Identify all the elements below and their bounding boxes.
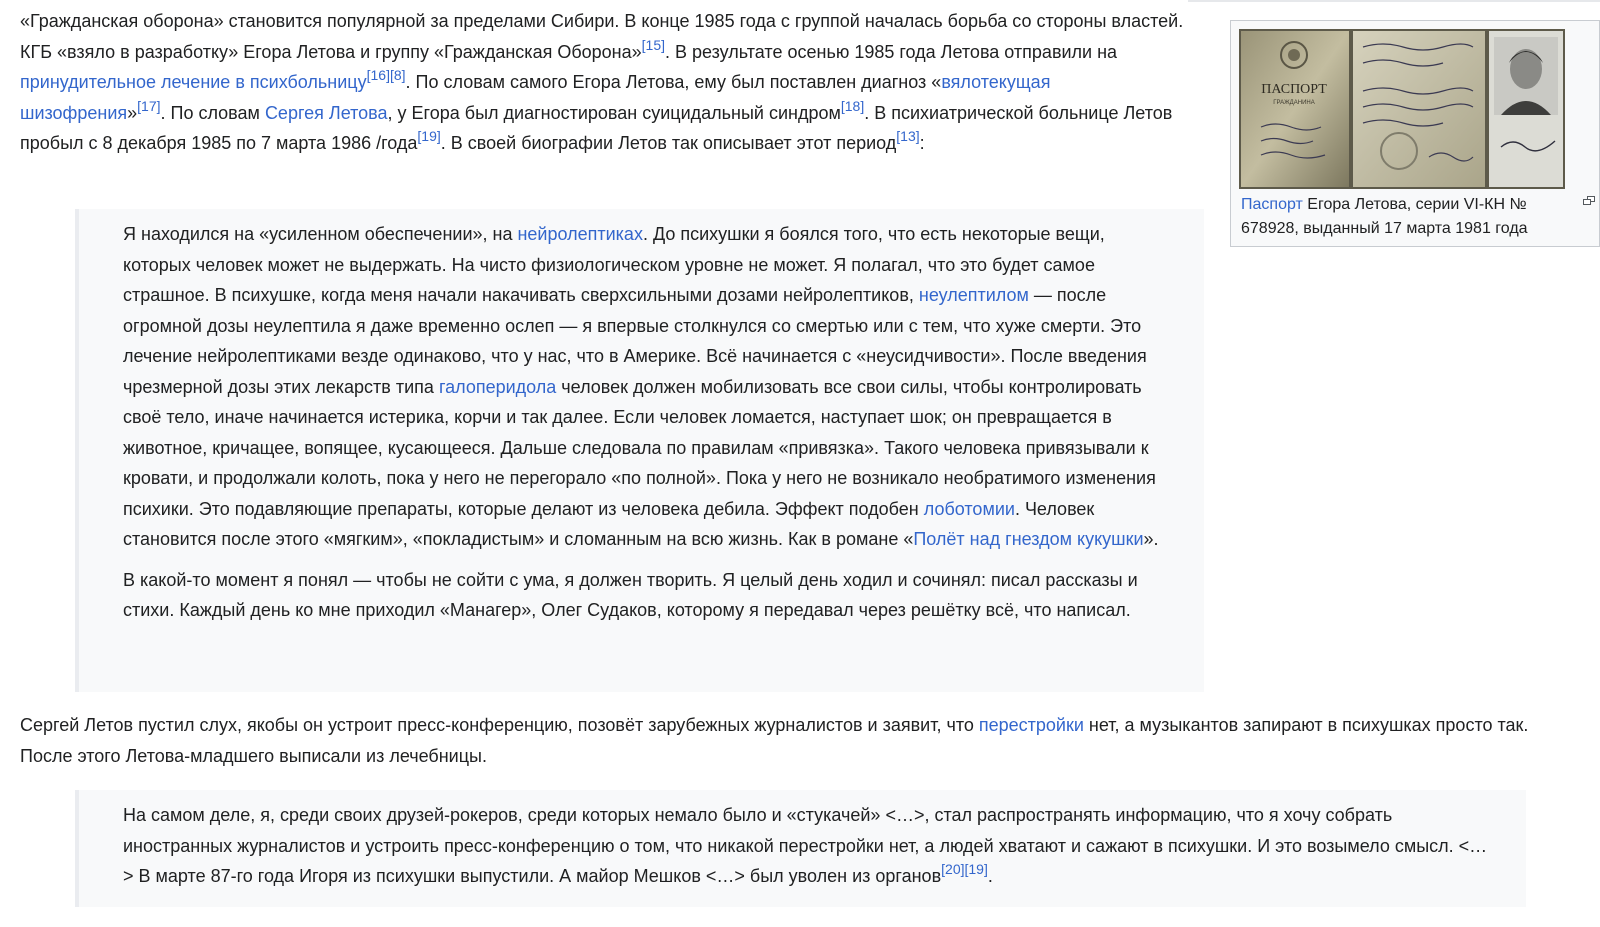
link-forced-treatment[interactable]: принудительное лечение в психбольницу bbox=[20, 72, 367, 92]
ref-17[interactable]: [17] bbox=[137, 97, 161, 114]
quote-paragraph-1: Я находился на «усиленном обеспечении», на нейролептиках. До психушки я боялся того, что есть некоторые вещи, которых человек может не выдержать. На чисто физиологическом уровне не может. Я полагал, что это будет самое страшное. В психушке, когда меня начали накачивать сверхсильными дозами нейролептиков, неулептилом — после огромной дозы неулептила я даже временно ослеп — я впервые столкнулся со смертью или с тем, что хуже смерти. Это лечение нейролептиками везде одинаково, что у нас, что в Америке. Всё начинается с «неусидчивости». После введения чрезмерной дозы этих лекарств типа галоперидола человек должен мобилизовать все свои силы, чтобы контролировать своё тело, иначе начинается истерика, корчи и так далее. Если человек ломается, наступает шок; он превращается в животное, кричащее, вопящее, кусающееся. Дальше следовала по правилам «привязка». Такого человека привязывали к кровати, и продолжали колоть, пока у него не перегорало «по полной». Пока у него не возникало необратимого изменения психики. Это подавляющие препараты, которые делают из человека дебила. Эффект подобен лоботомии. Человек становится после этого «мягким», «покладистым» и сломанным на всю жизнь. Как в романе «Полёт над гнездом кукушки». bbox=[123, 224, 1159, 549]
link-neuleptil[interactable]: неулептилом bbox=[918, 285, 1029, 305]
ref-16[interactable]: [16] bbox=[366, 67, 390, 83]
svg-text:ПАСПОРТ: ПАСПОРТ bbox=[1261, 82, 1327, 97]
top-divider bbox=[1188, 0, 1600, 2]
blockquote-hospital bbox=[75, 209, 1204, 692]
ref-18[interactable]: [18] bbox=[840, 97, 865, 114]
link-haloperidol[interactable]: галоперидола bbox=[438, 376, 557, 397]
ref-15[interactable]: [15] bbox=[641, 36, 665, 53]
passport-image[interactable] bbox=[1239, 29, 1565, 189]
link-neuroleptics[interactable]: нейролептиках bbox=[517, 224, 643, 244]
enlarge-icon[interactable] bbox=[1583, 196, 1595, 206]
svg-text:ГРАЖДАНИНА: ГРАЖДАНИНА bbox=[1273, 100, 1315, 106]
ref-13[interactable]: [13] bbox=[896, 128, 920, 144]
ref-8[interactable]: [8] bbox=[389, 67, 406, 83]
link-sergey-letov[interactable]: Сергея Летова bbox=[264, 102, 388, 123]
paragraph-rumor: Сергей Летов пустил слух, якобы он устроит пресс-конференцию, позовёт зарубежных журналистов и заявит, что перестройки нет, а музыкантов запирают в психушках просто так. После этого Летова-младшего выписали из лечебницы. bbox=[20, 715, 1529, 766]
link-passport[interactable]: Паспорт bbox=[1241, 196, 1303, 213]
passport-photo-illustration bbox=[1239, 29, 1565, 189]
quote-paragraph-2: В какой-то момент я понял — чтобы не сойти с ума, я должен творить. Я целый день ходил и сочинял: писал рассказы и стихи. Каждый день ко мне приходил «Манагер», Олег Судаков, которому я передавал через решётку всё, что написал. bbox=[123, 569, 1138, 620]
ref-19[interactable]: [19] bbox=[417, 128, 441, 144]
link-sluggish-schizophrenia[interactable]: вялотекущая шизофрения bbox=[20, 72, 1051, 123]
quote2-paragraph: На самом деле, я, среди своих друзей-рокеров, среди которых немало было и «стукачей» <…>, стал распространять информацию, что я хочу собрать иностранных журналистов и устроить пресс-конференцию о том, что никакой перестройки нет, а людей хватают и сажают в психушки. И это возымело смысл. <…> В марте 87-го года Игоря из психушки выпустили. А майор Мешков <…> был уволен из органов[20][19]. bbox=[123, 805, 1488, 886]
ref-20[interactable]: [20] bbox=[941, 861, 965, 877]
link-lobotomy[interactable]: лоботомии bbox=[923, 498, 1015, 519]
thumbnail-caption: Паспорт Егора Летова, серии VI-КН № 678928, выданный 17 марта 1981 года bbox=[1241, 196, 1528, 237]
link-cuckoo-nest[interactable]: Полёт над гнездом кукушки bbox=[913, 529, 1144, 549]
paragraph-intro: «Гражданская оборона» становится популярной за пределами Сибири. В конце 1985 года с группой началась борьба со стороны властей. КГБ «взяло в разработку» Егора Летова и группу «Гражданская Оборона»[15]. В результате осенью 1985 года Летова отправили на принудительное лечение в психбольницу[16][8]. По словам самого Егора Летова, ему был поставлен диагноз «вялотекущая шизофрения»[17]. По словам Сергея Летова, у Егора был диагностирован суицидальный синдром[18]. В психиатрической больнице Летов пробыл с 8 декабря 1985 по 7 марта 1986 /года[19]. В своей биографии Летов так описывает этот период[13]: bbox=[20, 11, 1184, 153]
blockquote-press-conference bbox=[75, 790, 1526, 907]
ref-19b[interactable]: [19] bbox=[964, 861, 988, 877]
link-perestroika[interactable]: перестройки bbox=[978, 715, 1084, 735]
passport-thumbnail bbox=[1230, 20, 1600, 247]
